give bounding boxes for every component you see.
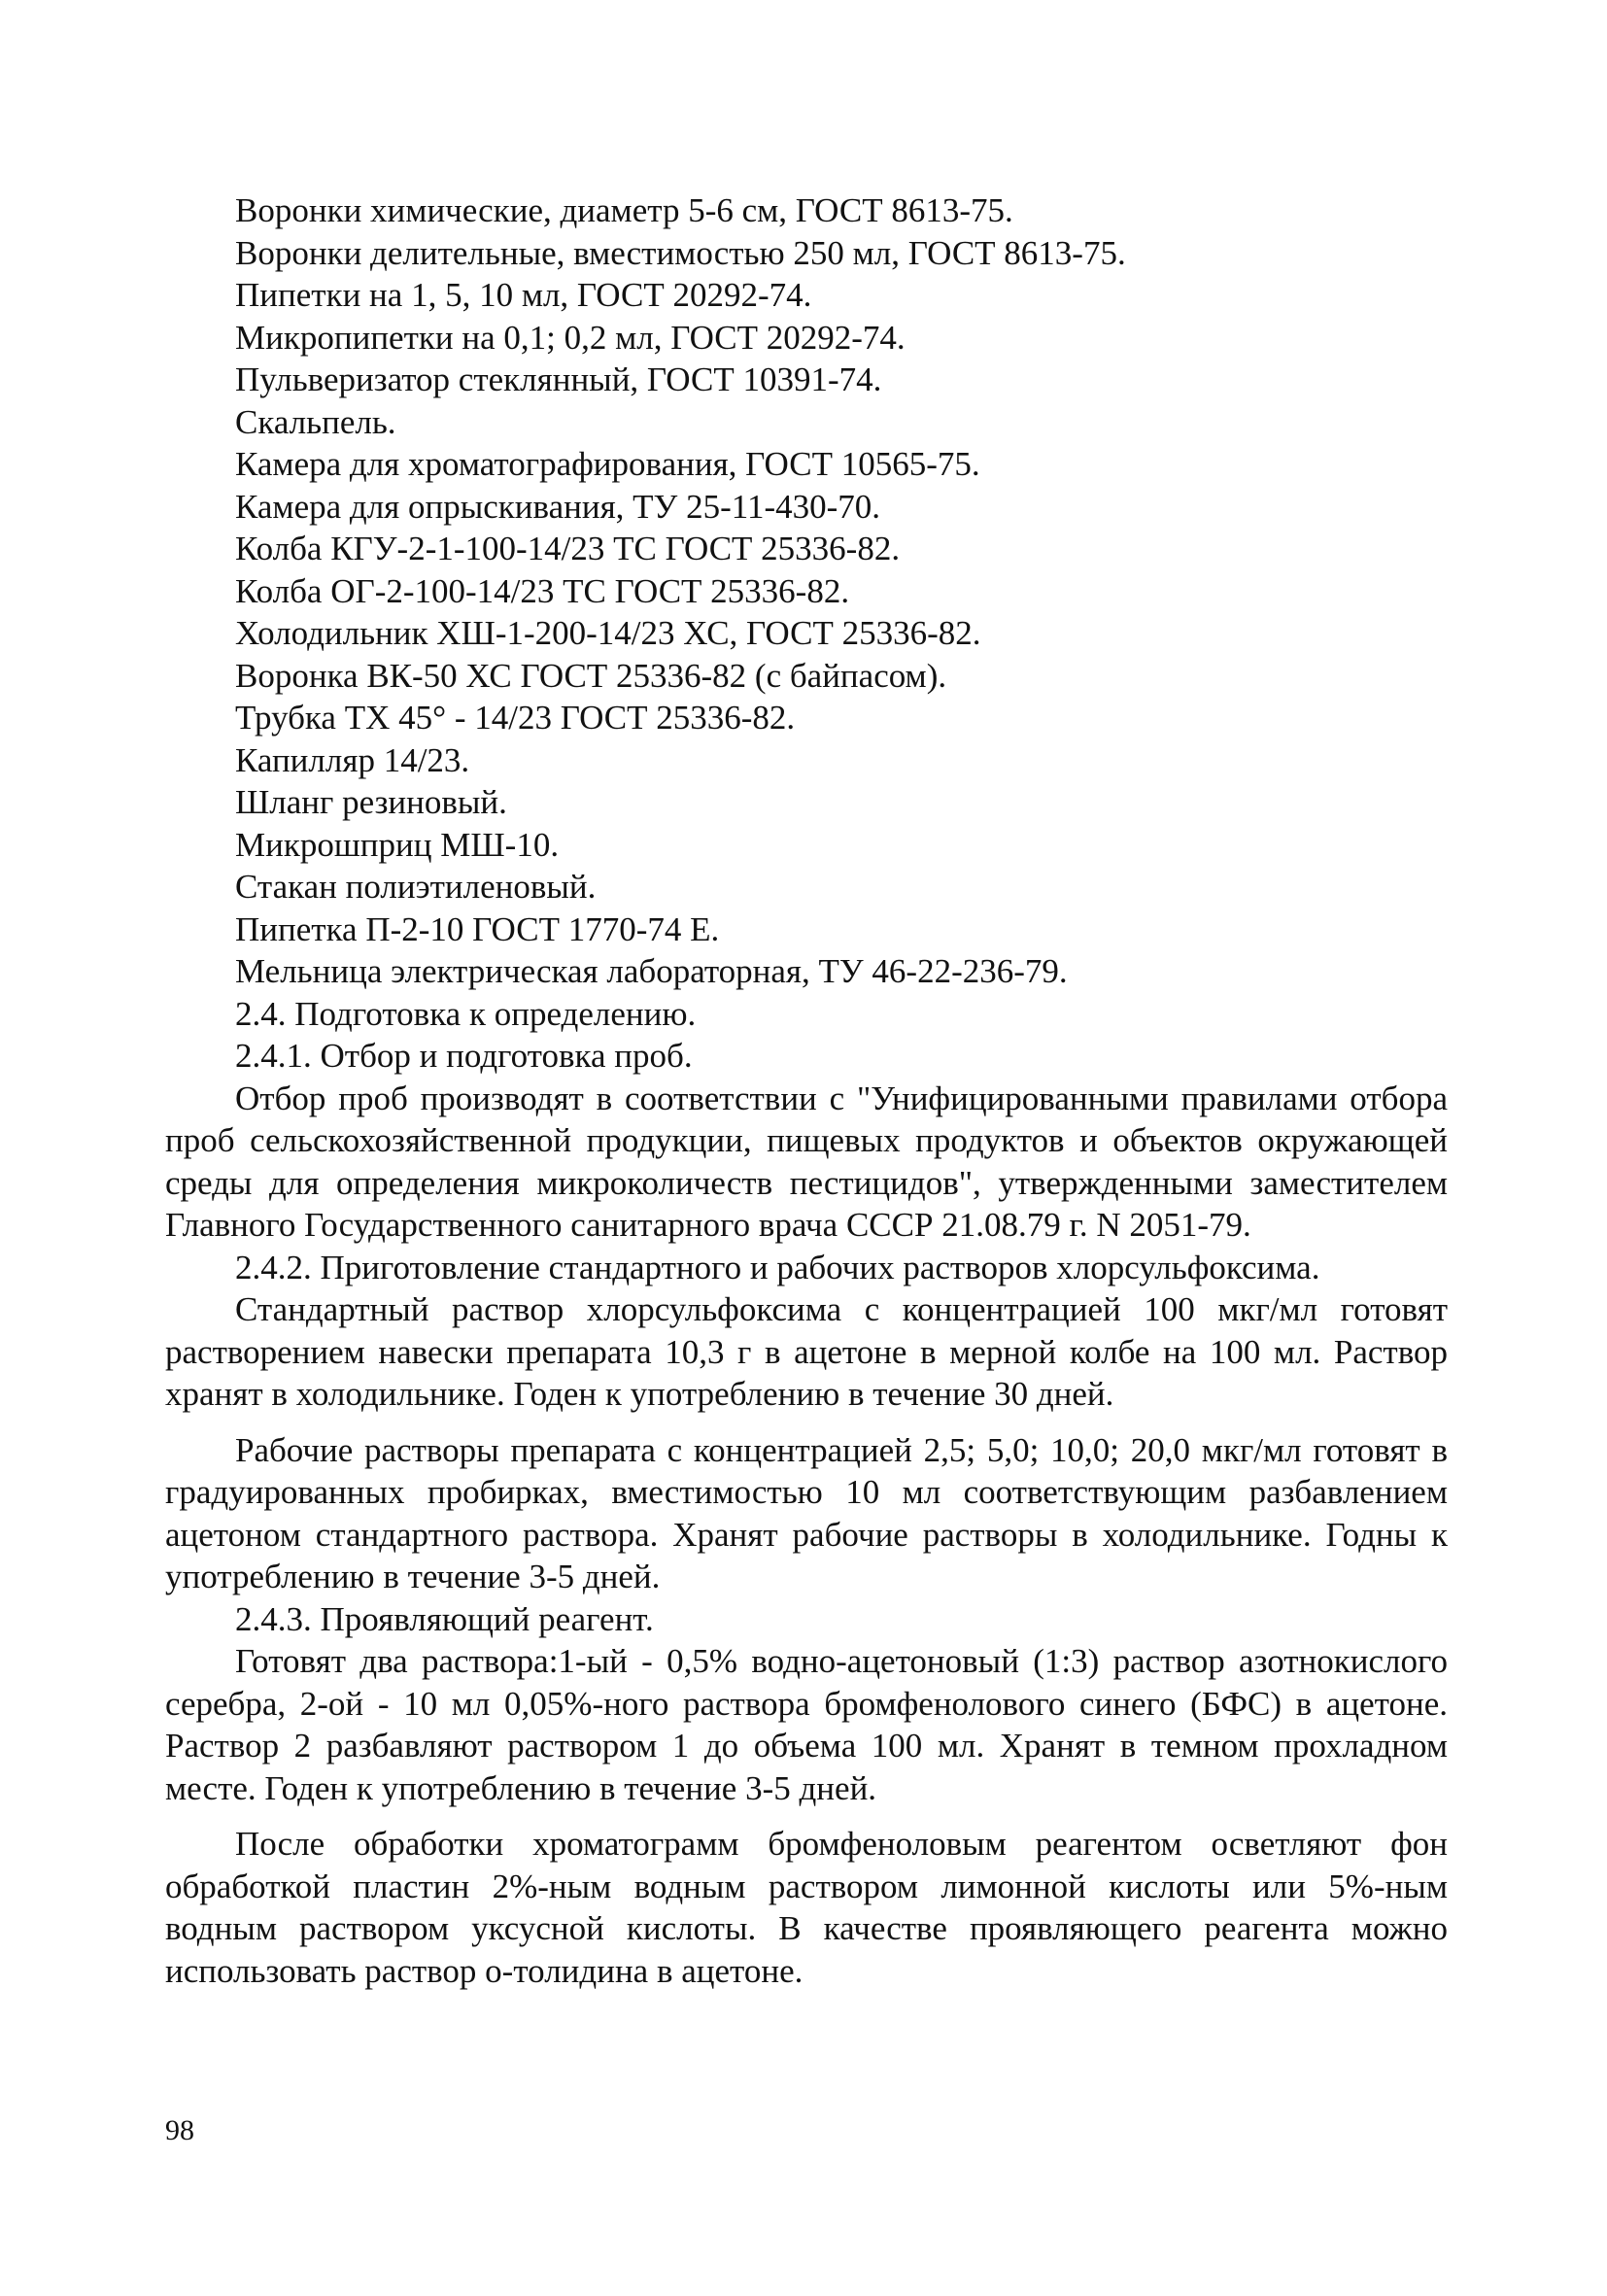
list-item: Воронки химические, диаметр 5-6 см, ГОСТ 8613-75. xyxy=(235,191,1013,229)
page-number: 98 xyxy=(165,2114,194,2146)
paragraph-reagent-preparation: Готовят два раствора:1-ый - 0,5% водно-ацетоновый (1:3) раствор азотнокислого серебра, 2-ой - 10 мл 0,05%-ного раствора бромфенолового синего (БФС) в ацетоне. Раствор 2 разбавляют раствором 1 до объема 100 мл. Хранят в темном прохладном месте. Годен к употреблению в течение 3-5 дней. xyxy=(165,1642,1448,1807)
list-item: Микропипетки на 0,1; 0,2 мл, ГОСТ 20292-74. xyxy=(235,318,906,357)
list-item: Холодильник ХШ-1-200-14/23 ХС, ГОСТ 25336-82. xyxy=(235,614,981,652)
list-item: Колба КГУ-2-1-100-14/23 ТС ГОСТ 25336-82. xyxy=(235,530,901,567)
paragraph-sampling: Отбор проб производят в соответствии с "Унифицированными правилами отбора проб сельскохозяйственной продукции, пищевых продуктов и объектов окружающей среды для определения микроколичеств пестицидов", утвержденными заместителем Главного Государственного санитарного врача СССР 21.08.79 г. N 2051-79. xyxy=(165,1079,1448,1244)
subsection-heading-2-4-1: 2.4.1. Отбор и подготовка проб. xyxy=(235,1037,693,1075)
subsection-heading-2-4-3: 2.4.3. Проявляющий реагент. xyxy=(235,1599,654,1638)
list-item: Мельница электрическая лабораторная, ТУ 46-22-236-79. xyxy=(235,952,1068,990)
list-item: Камера для хроматографирования, ГОСТ 10565-75. xyxy=(235,445,980,483)
list-item: Колба ОГ-2-100-14/23 ТС ГОСТ 25336-82. xyxy=(235,571,850,610)
list-item: Воронки делительные, вместимостью 250 мл, ГОСТ 8613-75. xyxy=(235,233,1126,272)
list-item: Пипетка П-2-10 ГОСТ 1770-74 Е. xyxy=(235,909,720,948)
list-item: Трубка ТХ 45° - 14/23 ГОСТ 25336-82. xyxy=(235,699,796,737)
list-item: Камера для опрыскивания, ТУ 25-11-430-70. xyxy=(235,487,881,526)
list-item: Пульверизатор стеклянный, ГОСТ 10391-74. xyxy=(235,360,882,398)
list-item: Шланг резиновый. xyxy=(235,783,507,821)
equipment-list xyxy=(165,189,1448,993)
list-item: Пипетки на 1, 5, 10 мл, ГОСТ 20292-74. xyxy=(235,276,812,314)
list-item: Скальпель. xyxy=(235,402,396,441)
list-item: Капилляр 14/23. xyxy=(235,740,470,779)
subsection-heading-2-4-2: 2.4.2. Приготовление стандартного и рабочих растворов хлорсульфоксима. xyxy=(235,1248,1320,1286)
list-item: Воронка ВК-50 ХС ГОСТ 25336-82 (с байпасом). xyxy=(235,656,947,695)
list-item: Стакан полиэтиленовый. xyxy=(235,868,597,906)
paragraph-working-solutions: Рабочие растворы препарата с концентрацией 2,5; 5,0; 10,0; 20,0 мкг/мл готовят в градуированных пробирках, вместимостью 10 мл соответствующим разбавлением ацетоном стандартного раствора. Хранят рабочие растворы в холодильнике. Годны к употреблению в течение 3-5 дней. xyxy=(165,1430,1448,1595)
paragraph-background-clearing: После обработки хроматограмм бромфеноловым реагентом осветляют фон обработкой пластин 2%-ным водным раствором лимонной кислоты или 5%-ным водным раствором уксусной кислоты. В качестве проявляющего реагента можно использовать раствор о-толидина в ацетоне. xyxy=(165,1825,1448,1990)
page-body xyxy=(165,189,1448,1992)
list-item: Микрошприц МШ-10. xyxy=(235,825,560,864)
paragraph-standard-solution: Стандартный раствор хлорсульфоксима с концентрацией 100 мкг/мл готовят растворением навески препарата 10,3 г в ацетоне в мерной колбе на 100 мл. Раствор хранят в холодильнике. Годен к употреблению в течение 30 дней. xyxy=(165,1290,1448,1413)
section-heading-2-4: 2.4. Подготовка к определению. xyxy=(235,994,697,1033)
